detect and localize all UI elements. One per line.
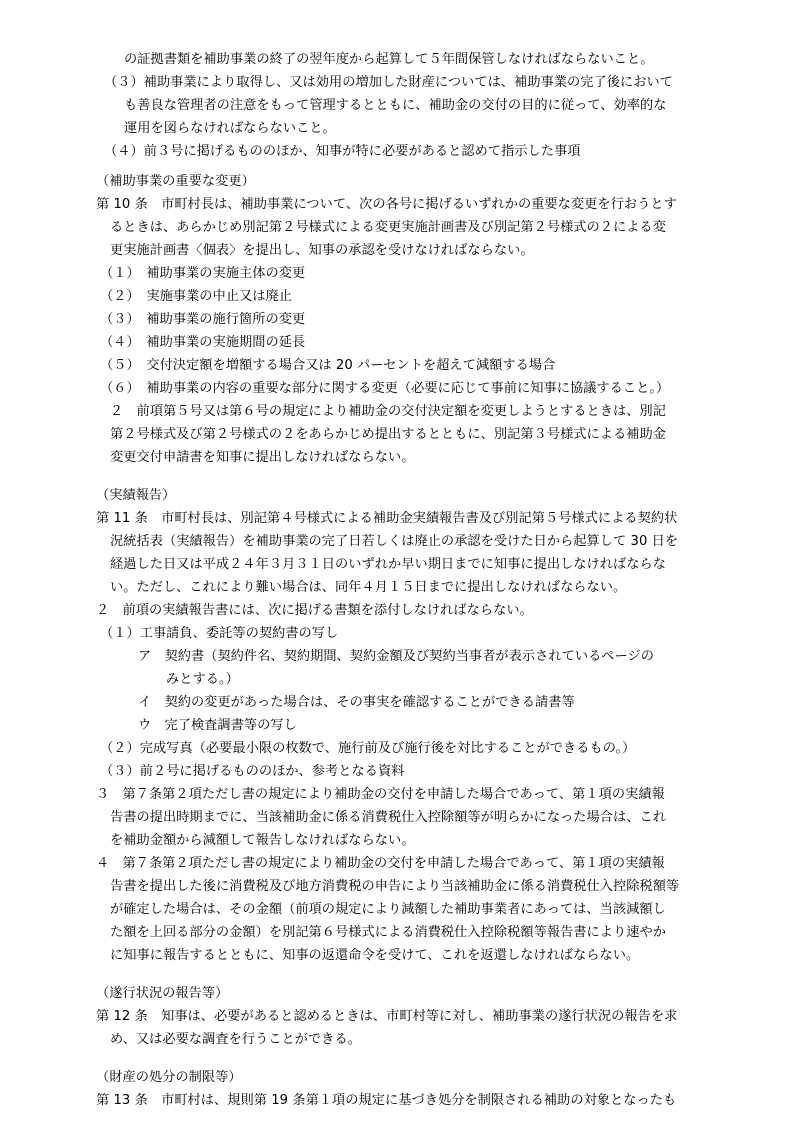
text-line: イ 契約の変更があった場合は、その事実を確認することができる請書等 [138, 695, 575, 710]
text-line: 第２号様式及び第２号様式の２をあらかじめ提出するとともに、別記第３号様式による補助金 [110, 427, 666, 442]
text-line: 告書を提出した後に消費税及び地方消費税の申告により当該補助金に係る消費税仕入控除税額等 [110, 879, 680, 894]
text-line: 況統括表（実績報告）を補助事業の完了日若しくは廃止の承認を受けた日から起算して 30 日を [110, 534, 679, 549]
text-line: め、又は必要な調査を行うことができる。 [110, 1032, 361, 1047]
text-line: （補助事業の重要な変更） [96, 174, 255, 189]
text-line: （１） 補助事業の実施主体の変更 [100, 266, 306, 281]
text-line: 第 10 条 市町村長は、補助事業について、次の各号に掲げるいずれかの重要な変更を行おうとす [96, 197, 677, 212]
text-line: が確定した場合は、その金額（前項の規定により減額した補助事業者にあっては、当該減額し [110, 902, 666, 917]
text-line: （４） 補助事業の実施期間の延長 [100, 335, 306, 350]
text-line: ２ 前項の実績報告書には、次に掲げる書類を添付しなければならない。 [96, 603, 533, 618]
text-line: も善良な管理者の注意をもって管理するとともに、補助金の交付の目的に従って、効率的な [124, 98, 667, 113]
text-line: （３）補助事業により取得し、又は効用の増加した財産については、補助事業の完了後において [104, 75, 673, 90]
text-line: るときは、あらかじめ別記第２号様式による変更実施計画書及び別記第２号様式の２による変 [110, 220, 666, 235]
text-line: （２） 実施事業の中止又は廃止 [100, 289, 292, 304]
text-line: ウ 完了検査調書等の写し [138, 718, 297, 733]
text-line: （６） 補助事業の内容の重要な部分に関する変更（必要に応じて事前に知事に協議すること。） [100, 381, 670, 396]
text-line: （４）前３号に掲げるもののほか、知事が特に必要があると認めて指示した事項 [104, 144, 581, 159]
text-line: の証拠書類を補助事業の終了の翌年度から起算して５年間保管しなければならないこと。 [124, 52, 654, 67]
text-line: （実績報告） [96, 488, 176, 503]
text-line: 変更交付申請書を知事に提出しなければならない。 [110, 450, 415, 465]
text-line: ４ 第７条第２項ただし書の規定により補助金の交付を申請した場合であって、第１項の実績報 [96, 856, 665, 871]
text-line: （財産の処分の制限等） [96, 1070, 242, 1085]
text-line: 経過した日又は平成２４年３月３１日のいずれか早い期日までに知事に提出しなければならな [110, 557, 666, 572]
text-line: 第 13 条 市町村は、規則第 19 条第１項の規定に基づき処分を制限される補助の対象となったも [96, 1093, 677, 1108]
text-line: 第 12 条 知事は、必要があると認めるときは、市町村等に対し、補助事業の遂行状況の報告を求 [96, 1009, 678, 1024]
text-line: ３ 第７条第２項ただし書の規定により補助金の交付を申請した場合であって、第１項の実績報 [96, 787, 665, 802]
text-line: （１）工事請負、委託等の契約書の写し [100, 626, 339, 641]
text-line: を補助金額から減額して報告しなければならない。 [110, 833, 415, 848]
text-line: 更実施計画書〈個表〉を提出し、知事の承認を受けなければならない。 [110, 243, 534, 258]
text-line: た額を上回る部分の金額）を別記第６号様式による消費税仕入控除税額等報告書により速やか [110, 925, 666, 940]
text-line: （３） 補助事業の施行箇所の変更 [100, 312, 306, 327]
text-line: みとする。） [166, 672, 239, 687]
text-line: 運用を図らなければならないこと。 [124, 121, 336, 136]
text-line: い。ただし、これにより難い場合は、同年４月１５日までに提出しなければならない。 [110, 580, 627, 595]
text-line: に知事に報告するとともに、知事の返還命令を受けて、これを返還しなければならない。 [110, 948, 640, 963]
text-line: （５） 交付決定額を増額する場合又は 20 パーセントを超えて減額する場合 [100, 358, 556, 373]
text-line: 第 11 条 市町村長は、別記第４号様式による補助金実績報告書及び別記第５号様式による契約状 [96, 511, 678, 526]
text-line: （２）完成写真（必要最小限の枚数で、施行前及び施行後を対比することができるもの。） [100, 741, 636, 756]
text-line: （３）前２号に掲げるもののほか、参考となる資料 [100, 764, 405, 779]
text-line: （遂行状況の報告等） [96, 986, 229, 1001]
text-line: 告書の提出時期までに、当該補助金に係る消費税仕入控除額等が明らかになった場合は、これ [110, 810, 666, 825]
text-line: ア 契約書（契約件名、契約期間、契約金額及び契約当事者が表示されているページの [138, 649, 654, 664]
text-line: ２ 前項第５号又は第６号の規定により補助金の交付決定額を変更しようとするときは、別記 [110, 404, 666, 419]
